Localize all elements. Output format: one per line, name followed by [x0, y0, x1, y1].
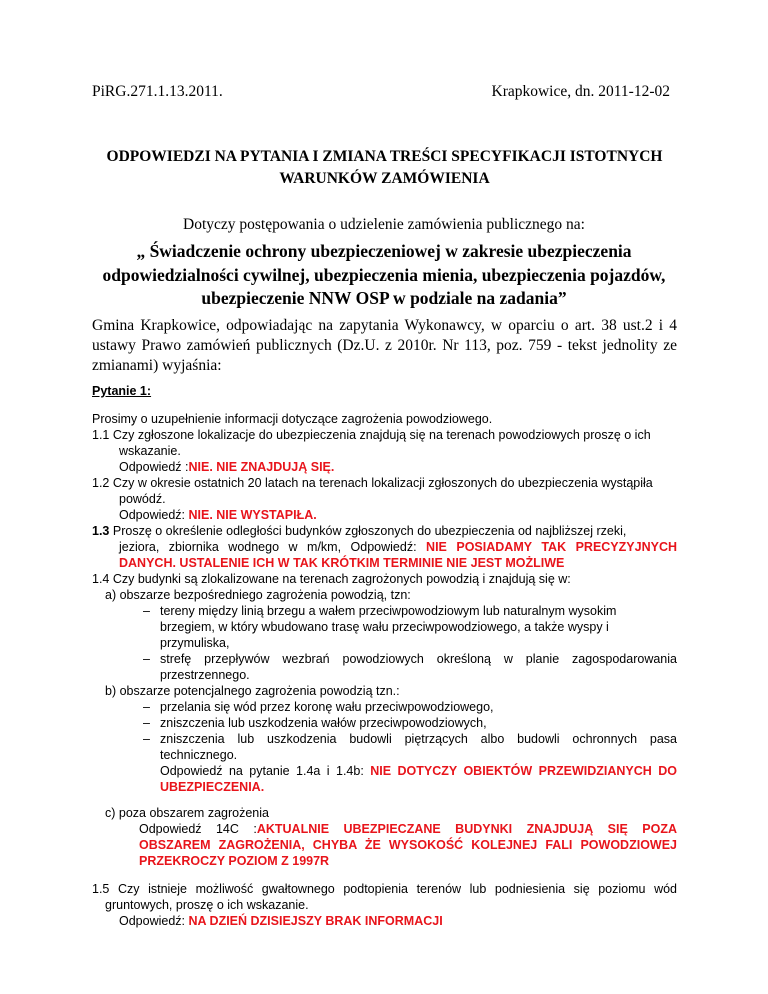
- q14c-answer-line-2: OBSZAREM ZAGROŻENIA, CHYBA ŻE WYSOKOŚĆ KOLEJNEJ FALI POWODZIOWEJ: [139, 838, 677, 852]
- place-date: Krapkowice, dn. 2011-12-02: [491, 83, 670, 100]
- dash: –: [143, 732, 150, 746]
- q13-text-2: jeziora, zbiornika wodnego w m/km, Odpowiedź:: [119, 540, 427, 554]
- q13-text: Proszę o określenie odległości budynków zgłoszonych do ubezpieczenia od najbliższej rzeki,: [109, 524, 627, 538]
- q13-line-1: [92, 523, 677, 539]
- q15-answer: [119, 913, 443, 929]
- q14a-item-1-line-1: tereny między linią brzegu a wałem przeciwpowodziowym lub naturalnym wysokim: [160, 604, 617, 618]
- q14b-item-3-line-1: zniszczenia lub uszkodzenia budowli piętrzących albo budowli ochronnych pasa: [160, 732, 677, 746]
- q11-line-1: 1.1 Czy zgłoszone lokalizacje do ubezpieczenia znajdują się na terenach powodziowych proszę o ich: [92, 428, 651, 442]
- answer-text: NIE. NIE WYSTAPIŁA.: [188, 508, 317, 522]
- reference-number: PiRG.271.1.13.2011.: [92, 83, 223, 100]
- q14ab-answer-line-2: UBEZPIECZENIA.: [160, 780, 265, 794]
- q15-line-2: gruntowych, proszę o ich wskazanie.: [105, 898, 309, 912]
- dash: –: [143, 652, 150, 666]
- q11-line-2: wskazanie.: [119, 444, 181, 458]
- tender-line-2: odpowiedzialności cywilnej, ubezpieczenia mienia, ubezpieczenia pojazdów,: [102, 264, 666, 285]
- q14a-line: a) obszarze bezpośredniego zagrożenia powodzią, tzn:: [105, 588, 411, 602]
- answer-label: Odpowiedź:: [119, 508, 189, 522]
- q14ab-answer-line-1: [160, 763, 677, 779]
- tender-line-1: „ Świadczenie ochrony ubezpieczeniowej w zakresie ubezpieczenia: [136, 241, 632, 261]
- answer-label: Odpowiedź :: [119, 460, 189, 474]
- tender-name: [60, 240, 708, 311]
- question-heading: Pytanie 1:: [92, 384, 152, 398]
- answer-label: Odpowiedź:: [119, 914, 189, 928]
- q12-line-1: 1.2 Czy w okresie ostatnich 20 latach na terenach lokalizacji zgłoszonych do ubezpieczenia wystąpiła: [92, 476, 653, 490]
- q11-answer: [119, 459, 334, 475]
- q14b-item-3-line-2: technicznego.: [160, 748, 238, 762]
- q14a-item-1-line-2: brzegiem, w który wbudowano trasę wału przeciwpowodziowego, a także wyspy i: [160, 620, 609, 634]
- subject-line: Dotyczy postępowania o udzielenie zamówienia publicznego na:: [183, 216, 585, 233]
- q13-answer-2: DANYCH. USTALENIE ICH W TAK KRÓTKIM TERMINIE NIE JEST MOŻLIWE: [119, 556, 565, 570]
- q14a-item-1-line-3: przymuliska,: [160, 636, 230, 650]
- q14a-item-2-line-2: przestrzennego.: [160, 668, 250, 682]
- title-line-1: ODPOWIEDZI NA PYTANIA I ZMIANA TREŚCI SPECYFIKACJI ISTOTNYCH: [106, 148, 663, 165]
- answer-text: NIE DOTYCZY OBIEKTÓW PRZEWIDZIANYCH DO: [370, 764, 677, 778]
- q14c-answer-line-1: [139, 821, 677, 837]
- q14b-item-1: przelania się wód przez koronę wału przeciwpowodziowego,: [160, 700, 494, 714]
- q13-line-2: [119, 539, 677, 555]
- q14b-line: b) obszarze potencjalnego zagrożenia powodzią tzn.:: [105, 684, 400, 698]
- q14-line: 1.4 Czy budynki są zlokalizowane na terenach zagrożonych powodzią i znajdują się w:: [92, 572, 571, 586]
- dash: –: [143, 700, 150, 714]
- q12-line-2: powódź.: [119, 492, 166, 506]
- dash: –: [143, 604, 150, 618]
- answer-label: Odpowiedź na pytanie 1.4a i 1.4b:: [160, 764, 371, 778]
- dash: –: [143, 716, 150, 730]
- intro-paragraph: Gmina Krapkowice, odpowiadając na zapytania Wykonawcy, w oparciu o art. 38 ust.2 i 4 ustawy Prawo zamówień publicznych (Dz.U. z 2010r. Nr 113, poz. 759 - tekst jednolity ze zmianami) wyjaśnia:: [92, 317, 677, 374]
- q14c-line: c) poza obszarem zagrożenia: [105, 806, 269, 820]
- answer-text: NIE POSIADAMY TAK PRECYZYJNYCH: [426, 540, 677, 554]
- document-title: [92, 146, 677, 190]
- question-lead: Prosimy o uzupełnienie informacji dotyczące zagrożenia powodziowego.: [92, 412, 493, 426]
- answer-label: Odpowiedź 14C :: [139, 822, 257, 836]
- q15-line-1: 1.5 Czy istnieje możliwość gwałtownego podtopienia terenów lub podniesienia się poziomu wód: [92, 882, 677, 896]
- answer-text: AKTUALNIE UBEZPIECZANE BUDYNKI ZNAJDUJĄ SIĘ POZA: [256, 822, 678, 836]
- q12-answer: [119, 507, 317, 523]
- tender-line-3: ubezpieczenie NNW OSP w podziale na zadania”: [201, 288, 567, 308]
- q13-number: 1.3: [92, 524, 110, 538]
- q14b-item-2: zniszczenia lub uszkodzenia wałów przeciwpowodziowych,: [160, 716, 487, 730]
- answer-text: NIE. NIE ZNAJDUJĄ SIĘ.: [188, 460, 335, 474]
- q14a-item-2-line-1: strefę przepływów wezbrań powodziowych określoną w planie zagospodarowania: [160, 652, 677, 666]
- answer-text: NA DZIEŃ DZISIEJSZY BRAK INFORMACJI: [188, 914, 443, 928]
- q14c-answer-line-3: PRZEKROCZY POZIOM Z 1997R: [139, 854, 330, 868]
- title-line-2: WARUNKÓW ZAMÓWIENIA: [279, 170, 490, 187]
